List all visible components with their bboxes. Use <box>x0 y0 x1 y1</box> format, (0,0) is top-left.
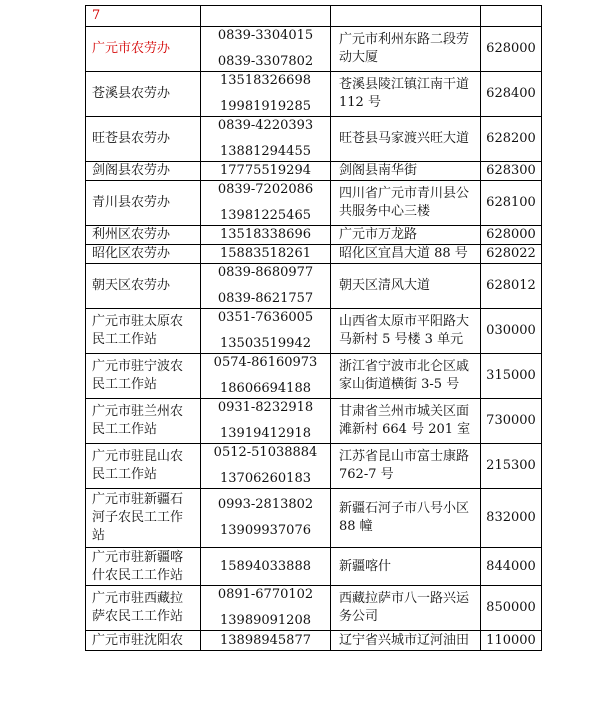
table-header-row <box>86 6 542 27</box>
phone-cell <box>201 27 331 72</box>
address-cell-line: 新疆石河子市八号小区 <box>339 501 470 516</box>
table-row <box>86 444 542 489</box>
address-cell-line: 朝天区清风大道 <box>339 278 431 293</box>
address-cell-line: 马新村 5 号楼 3 单元 <box>339 332 464 347</box>
postcode-cell-line: 628000 <box>486 227 536 242</box>
address-cell-line: 动大厦 <box>339 50 379 65</box>
address-cell-line: 剑阁县南华街 <box>339 163 418 178</box>
postcode-cell <box>481 226 542 245</box>
postcode-cell <box>481 117 542 162</box>
postcode-cell-line: 628022 <box>486 246 536 261</box>
postcode-cell <box>481 72 542 117</box>
address-cell-line: 江苏省昆山市富士康路 <box>339 449 470 464</box>
phone-cell <box>201 354 331 399</box>
postcode-cell-line: 844000 <box>486 558 536 574</box>
address-cell-line: 88 幢 <box>339 519 373 534</box>
address-cell <box>331 245 481 264</box>
office-name-cell-line: 青川县农劳办 <box>92 195 171 210</box>
office-name-cell <box>86 264 201 309</box>
phone-cell-line: 13518326698 <box>220 73 311 88</box>
postcode-cell-line: 030000 <box>486 323 536 338</box>
address-cell-line: 浙江省宁波市北仑区戚 <box>339 359 470 374</box>
office-name-cell-line: 什农民工工作站 <box>92 567 184 583</box>
phone-cell-line: 13919412918 <box>220 426 311 441</box>
office-name-cell-line: 河子农民工工作 <box>92 510 184 525</box>
office-name-cell <box>86 631 201 651</box>
office-name-cell-line: 昭化区农劳办 <box>92 246 171 261</box>
office-name-cell-line: 剑阁县农劳办 <box>92 163 171 178</box>
office-name-cell-line: 利州区农劳办 <box>92 227 171 242</box>
office-name-cell-line: 民工工作站 <box>92 377 158 392</box>
address-cell-line: 新疆喀什 <box>339 558 392 574</box>
office-name-cell <box>86 399 201 444</box>
postcode-cell-line: 628100 <box>486 195 536 210</box>
phone-cell-line: 0574-86160973 <box>213 355 318 370</box>
table-row <box>86 354 542 399</box>
table-row <box>86 27 542 72</box>
address-cell-line: 辽宁省兴城市辽河油田 <box>339 632 470 648</box>
office-name-cell-line: 广元市驻新疆石 <box>92 492 184 507</box>
phone-cell-line: 0839-8680977 <box>217 265 314 280</box>
office-name-cell <box>86 548 201 586</box>
header-blank-cell <box>481 6 542 27</box>
phone-cell-line: 13909937076 <box>220 523 311 538</box>
phone-cell-line: 0839-8621757 <box>217 291 314 306</box>
office-name-cell-line: 民工工作站 <box>92 467 158 482</box>
address-cell <box>331 548 481 586</box>
phone-cell <box>201 399 331 444</box>
office-name-cell-line: 广元市驻昆山农 <box>92 449 184 464</box>
address-cell <box>331 444 481 489</box>
office-name-cell-line: 广元市驻沈阳农 <box>92 632 184 648</box>
contact-table <box>85 5 542 651</box>
office-name-cell <box>86 226 201 245</box>
office-name-cell-line: 广元市驻宁波农 <box>92 359 184 374</box>
phone-cell-line: 17775519294 <box>220 163 311 178</box>
phone-cell <box>201 444 331 489</box>
address-cell <box>331 117 481 162</box>
address-cell-line: 务公司 <box>339 609 379 624</box>
table-row <box>86 586 542 631</box>
address-cell-line: 四川省广元市青川县公 <box>339 186 470 201</box>
postcode-cell <box>481 444 542 489</box>
phone-cell <box>201 72 331 117</box>
postcode-cell-line: 730000 <box>486 413 536 428</box>
office-name-cell <box>86 489 201 548</box>
office-name-cell-line: 民工工作站 <box>92 422 158 437</box>
office-name-cell <box>86 117 201 162</box>
phone-cell <box>201 117 331 162</box>
postcode-cell <box>481 264 542 309</box>
postcode-cell-line: 215300 <box>486 458 536 473</box>
address-cell-line: 西藏拉萨市八一路兴运 <box>339 591 470 606</box>
office-name-cell <box>86 181 201 226</box>
phone-cell-line: 0891-6770102 <box>217 587 314 602</box>
postcode-cell-line: 832000 <box>486 510 536 525</box>
address-cell-line: 滩新村 664 号 201 室 <box>339 422 471 437</box>
office-name-cell <box>86 162 201 181</box>
postcode-cell-line: 628300 <box>486 163 536 178</box>
address-cell <box>331 181 481 226</box>
phone-cell-line: 13881294455 <box>220 144 311 159</box>
postcode-cell <box>481 309 542 354</box>
phone-cell-line: 15894033888 <box>220 558 311 574</box>
office-name-cell-line: 旺苍县农劳办 <box>92 131 171 146</box>
phone-cell-line: 15883518261 <box>220 246 311 261</box>
address-cell <box>331 489 481 548</box>
office-name-cell-line: 广元市驻西藏拉 <box>92 591 184 606</box>
table-row <box>86 548 542 586</box>
office-name-cell <box>86 309 201 354</box>
office-name-cell <box>86 354 201 399</box>
office-name-cell <box>86 586 201 631</box>
address-cell <box>331 226 481 245</box>
phone-cell <box>201 162 331 181</box>
phone-cell-line: 18606694188 <box>220 381 311 396</box>
phone-cell-line: 13518338696 <box>220 227 311 242</box>
address-cell-line: 共服务中心三楼 <box>339 204 431 219</box>
phone-cell-line: 19981919285 <box>220 99 311 114</box>
address-cell <box>331 309 481 354</box>
address-cell-line: 家山街道横街 3-5 号 <box>339 377 460 392</box>
table-row <box>86 162 542 181</box>
address-cell <box>331 586 481 631</box>
address-cell <box>331 264 481 309</box>
table-row <box>86 226 542 245</box>
phone-cell-line: 0351-7636005 <box>217 310 314 325</box>
address-cell <box>331 631 481 651</box>
phone-cell-line: 13503519942 <box>220 336 311 351</box>
office-name-cell-line: 广元市农劳办 <box>92 41 171 56</box>
postcode-cell-line: 110000 <box>486 632 536 648</box>
phone-cell <box>201 309 331 354</box>
office-name-cell-line: 朝天区农劳办 <box>92 278 171 293</box>
postcode-cell <box>481 181 542 226</box>
phone-cell <box>201 548 331 586</box>
postcode-cell <box>481 489 542 548</box>
office-name-cell-line: 民工工作站 <box>92 332 158 347</box>
header-blank-cell <box>201 6 331 27</box>
phone-cell-line: 13989091208 <box>220 613 311 628</box>
header-blank-cell <box>331 6 481 27</box>
phone-cell <box>201 181 331 226</box>
address-cell-line: 甘肃省兰州市城关区面 <box>339 404 470 419</box>
table-row <box>86 245 542 264</box>
table-row <box>86 264 542 309</box>
address-cell <box>331 354 481 399</box>
postcode-cell <box>481 399 542 444</box>
office-name-cell <box>86 72 201 117</box>
address-cell <box>331 162 481 181</box>
table-row <box>86 399 542 444</box>
office-name-cell <box>86 27 201 72</box>
phone-cell-line: 0839-4220393 <box>217 118 314 133</box>
postcode-cell-line: 628012 <box>486 278 536 293</box>
phone-cell-line: 13898945877 <box>220 632 311 648</box>
office-name-cell-line: 苍溪县农劳办 <box>92 86 171 101</box>
table-row <box>86 489 542 548</box>
phone-cell-line: 13981225465 <box>220 208 311 223</box>
postcode-cell <box>481 27 542 72</box>
postcode-cell-line: 628400 <box>486 86 536 101</box>
office-name-cell-line: 站 <box>92 528 106 543</box>
office-name-cell-line: 广元市驻太原农 <box>92 314 184 329</box>
postcode-cell <box>481 245 542 264</box>
postcode-cell <box>481 162 542 181</box>
phone-cell-line: 0839-7202086 <box>217 182 314 197</box>
address-cell-line: 广元市万龙路 <box>339 227 418 242</box>
address-cell-line: 昭化区宜昌大道 88 号 <box>339 246 468 261</box>
phone-cell-line: 0839-3307802 <box>217 54 314 69</box>
phone-cell <box>201 489 331 548</box>
phone-cell-line: 0993-2813802 <box>217 497 314 512</box>
table-row <box>86 72 542 117</box>
office-name-cell <box>86 444 201 489</box>
phone-cell-line: 0512-51038884 <box>213 445 318 460</box>
phone-cell-line: 13706260183 <box>220 471 311 486</box>
table-row <box>86 181 542 226</box>
phone-cell <box>201 245 331 264</box>
postcode-cell-line: 628200 <box>486 131 536 146</box>
address-cell-line: 112 号 <box>339 95 381 110</box>
office-name-cell-line: 广元市驻兰州农 <box>92 404 184 419</box>
address-cell-line: 苍溪县陵江镇江南干道 <box>339 77 470 92</box>
table-row <box>86 117 542 162</box>
phone-cell-line: 0931-8232918 <box>217 400 314 415</box>
office-name-cell <box>86 245 201 264</box>
postcode-cell <box>481 631 542 651</box>
address-cell-line: 山西省太原市平阳路大 <box>339 314 470 329</box>
phone-cell-line: 0839-3304015 <box>217 28 314 43</box>
address-cell-line: 旺苍县马家渡兴旺大道 <box>339 131 470 146</box>
postcode-cell <box>481 354 542 399</box>
postcode-cell-line: 628000 <box>486 41 536 56</box>
phone-cell <box>201 264 331 309</box>
postcode-cell <box>481 548 542 586</box>
section-index: 7 <box>86 6 201 27</box>
address-cell <box>331 27 481 72</box>
address-cell <box>331 72 481 117</box>
table-row <box>86 309 542 354</box>
table-row <box>86 631 542 651</box>
office-name-cell-line: 萨农民工工作站 <box>92 609 184 624</box>
phone-cell <box>201 226 331 245</box>
address-cell-line: 762-7 号 <box>339 467 394 482</box>
office-name-cell-line: 广元市驻新疆喀 <box>92 549 184 565</box>
postcode-cell-line: 850000 <box>486 600 536 615</box>
postcode-cell-line: 315000 <box>486 368 536 383</box>
postcode-cell <box>481 586 542 631</box>
phone-cell <box>201 586 331 631</box>
phone-cell <box>201 631 331 651</box>
address-cell <box>331 399 481 444</box>
address-cell-line: 广元市利州东路二段劳 <box>339 32 470 47</box>
